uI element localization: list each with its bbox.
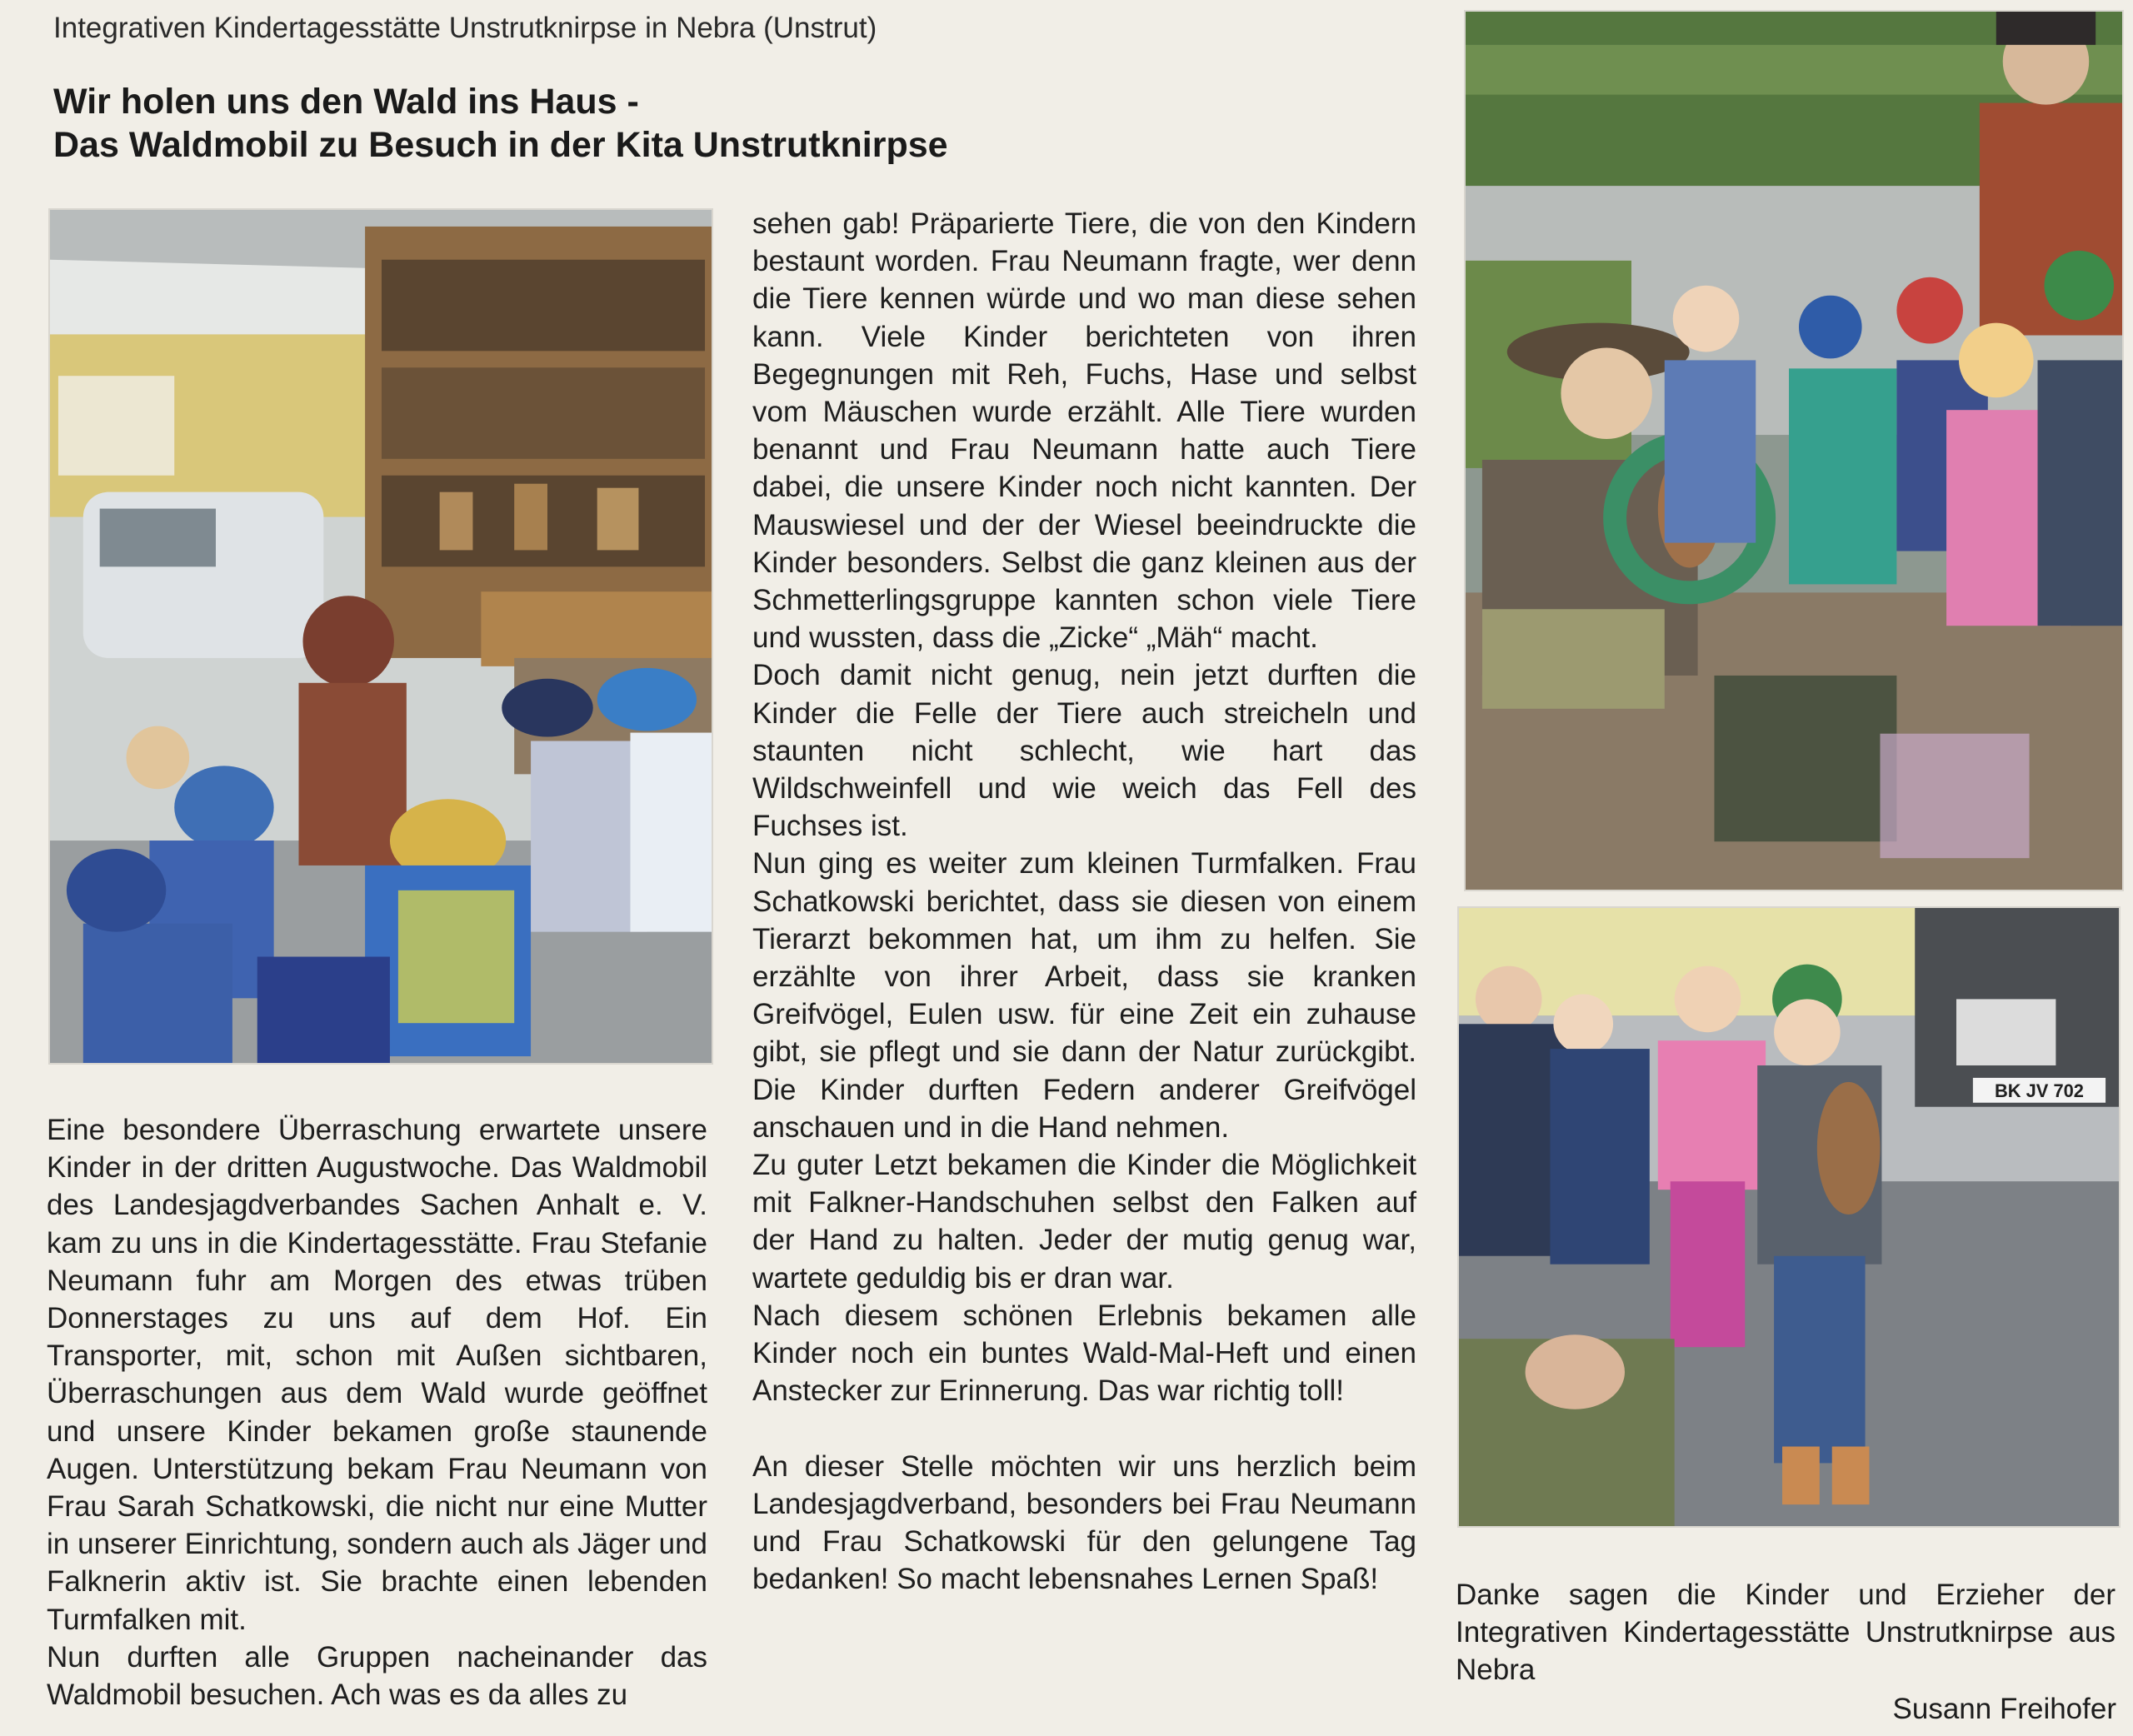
photo-waldmobil-illustration	[50, 210, 712, 1063]
article-paragraph: Doch damit nicht genug, nein jetzt durften die Kinder die Felle der Tiere auch streicheln und staunten nicht schlecht, wie hart das Wildschweinfell und wie weich das Fell des Fuchses ist.	[752, 659, 1416, 843]
article-column-1	[47, 1111, 707, 1714]
article-paragraph: Eine besondere Überraschung erwartete unsere Kinder in der dritten Augustwoche. Das Waldmobil des Landesjagdverbandes Sachen Anhalt e. V. kam zu uns in die Kindertagesstätte. Frau Stefanie Neumann fuhr am Morgen des etwas trüben Donnerstages zu uns auf dem Hof. Ein Transporter, mit, schon mit Außen sichtbaren, Überraschungen aus dem Wald wurde geöffnet und unsere Kinder bekamen große staunende Augen. Unterstützung bekam Frau Neumann von Frau Sarah Schatkowski, die nicht nur eine Mutter in unserer Einrichtung, sondern auch als Jäger und Falknerin aktiv ist. Sie brachte einen lebenden Turmfalken mit.	[47, 1114, 707, 1636]
article-paragraph: Nach diesem schönen Erlebnis bekamen alle Kinder noch ein buntes Wald-Mal-Heft und einen Anstecker zur Erinnerung. Das war richtig toll!	[752, 1299, 1416, 1408]
thanks-paragraph: An dieser Stelle möchten wir uns herzlich beim Landesjagdverband, besonders bei Frau Neumann und Frau Schatkowski für den gelungene Tag bedanken! So macht lebensnahes Lernen Spaß!	[752, 1449, 1416, 1596]
photo-falcon-children	[1464, 10, 2124, 891]
license-plate: BK JV 702	[1994, 1080, 2084, 1101]
kicker: Integrativen Kindertagesstätte Unstrutknirpse in Nebra (Unstrut)	[53, 12, 877, 44]
photo-caption: Danke sagen die Kinder und Erzieher der Integrativen Kindertagesstätte Unstrutknirpse aus Nebra	[1456, 1579, 2116, 1686]
article-paragraph: Nun durften alle Gruppen nacheinander das Waldmobil besuchen. Ach was es da alles zu	[47, 1640, 707, 1712]
article-paragraph: Zu guter Letzt bekamen die Kinder die Möglichkeit mit Falkner-Handschuhen selbst den Falken auf der Hand zu halten. Jeder der mutig genug war, wartete geduldig bis er dran war.	[752, 1149, 1416, 1295]
photo-child-falcon-illustration	[1459, 908, 2119, 1526]
headline-line-1: Wir holen uns den Wald ins Haus -	[53, 82, 639, 122]
photo-falcon-illustration	[1466, 12, 2122, 890]
photo-waldmobil-children	[48, 208, 713, 1065]
article-paragraph: Nun ging es weiter zum kleinen Turmfalken. Frau Schatkowski berichtet, dass sie diesen von einem Tierarzt bekommen hat, um ihm zu helfen. Sie erzählte von ihrer Arbeit, dass sie kranken Greifvögel, Eulen usw. für eine Zeit ein zuhause gibt, sie pflegt und sie dann der Natur zurückgibt. Die Kinder durften Federn anderer Greifvögel anschauen und in die Hand nehmen.	[752, 847, 1416, 1144]
bleed-through-texture	[925, 0, 1458, 192]
photo-child-with-falcon	[1457, 906, 2121, 1528]
article-column-2	[752, 205, 1416, 1598]
headline	[53, 80, 948, 167]
article-paragraph: sehen gab! Präparierte Tiere, die von den Kindern bestaunt worden. Frau Neumann fragte, wer denn die Tiere kennen würde und wo man diese sehen kann. Viele Kinder berichteten von ihren Begegnungen mit Reh, Fuchs, Hase und selbst vom Mäuschen wurde erzählt. Alle Tiere wurden benannt und Frau Neumann hatte auch Tiere dabei, die unsere Kinder noch nicht kannten. Der Mauswiesel und der der Wiesel beeindruckte die Kinder besonders. Selbst die ganz kleinen aus der Schmetterlingsgruppe kannten schon viele Tiere und wussten, dass die „Zicke“ „Mäh“ macht.	[752, 207, 1416, 655]
author-name: Susann Freihofer	[1892, 1693, 2116, 1725]
headline-line-2: Das Waldmobil zu Besuch in der Kita Unstrutknirpse	[53, 125, 948, 165]
